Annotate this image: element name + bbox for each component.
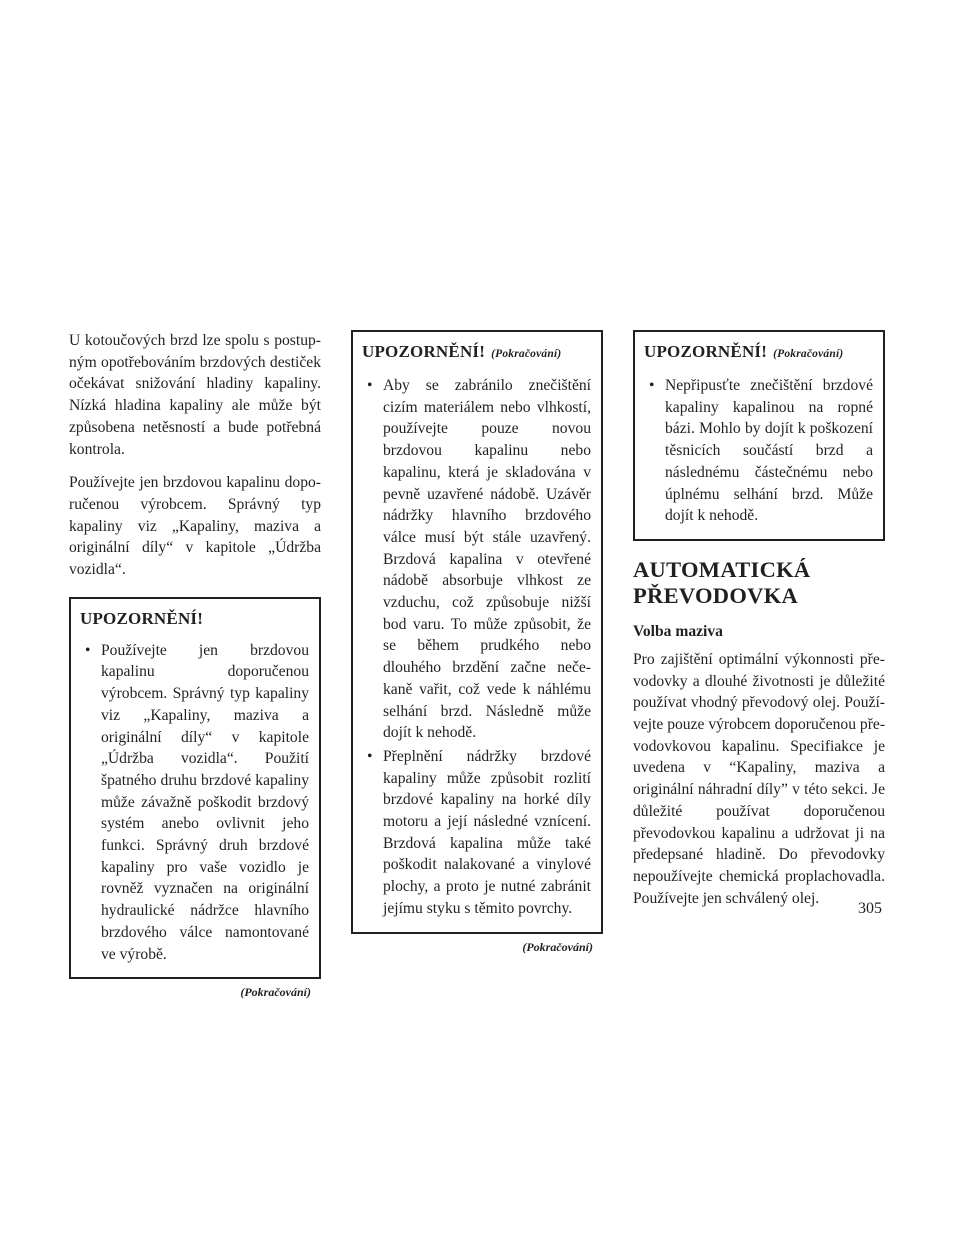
continued-note: (Pokračování): [522, 939, 593, 954]
warning-title-continued: (Pokračování): [491, 348, 562, 360]
warning-title: UPOZORNĚNÍ! (Pokračování): [362, 342, 562, 361]
warning-bullet: • Používejte jen brzdovou kapalinu doporučenou výrobcem. Správný typ kapaliny viz „Kapaliny, maziva a originální díly“ v kapitole „Údržba vozidla“. Použití špatného druhu brzdové kapaliny může závažně poškodit brzdový systém anebo ovlivnit jeho funkci. Správný druh brzdové kapaliny pro vaše vozidlo je rovněž vyznačen na originální hydraulické nádržce hlavního brzdového válce namontované ve výrobě.: [85, 641, 309, 963]
continued-note: (Pokračování): [240, 985, 311, 1000]
column-left: [69, 330, 321, 1000]
bullet-icon: •: [367, 377, 373, 394]
column-right: [633, 330, 885, 921]
warning-title: UPOZORNĚNÍ!: [80, 608, 204, 628]
paragraph: U kotoučových brzd lze spolu s postupným opotřebováním brzdových destiček očekávat snižování hladiny kapaliny. Nízká hladina kapaliny ale může být způsobena netěsností a bude potřebná kontrola.: [69, 332, 321, 458]
warning-box: [633, 330, 885, 541]
warning-bullet: • Přeplnění nádržky brzdové kapaliny může způsobit rozlití brzdové kapaliny na horké díly motoru a její následné vznícení. Brzdová kapalina může také poškodit nalakované a vinylové plochy, a proto je nutné zabránit jejímu styku s těmito povrchy.: [367, 747, 591, 917]
page-number: 305: [858, 900, 882, 917]
warning-bullet: • Aby se zabránilo znečištění cizím materiálem nebo vlhkostí, používejte pouze novou brzdovou kapalinu nebo kapalinu, která je skladována v pevně uzavřené nádobě. Uzávěr nádržky hlavního brzdového válce musí být stále uzavřený. Brzdová kapalina v otevřené nádobě absorbuje vlhkost ze vzduchu, což způsobuje nižší bod varu. To může způsobit, že se během prudkého nebo dlouhého brzdění začne nečekaně vařit, což vede k náhlému selhání brzd. Následně může dojít k nehodě.: [367, 377, 591, 742]
paragraph: Používejte jen brzdovou kapalinu doporučenou výrobcem. Správný typ kapaliny viz „Kapaliny, maziva a originální díly“ v kapitole „Údržba vozidla“.: [69, 474, 321, 579]
subheading: Volba maziva: [633, 622, 723, 640]
paragraph: Pro zajištění optimální výkonnosti převodovky a dlouhé životnosti je důležité používat vhodný převodový olej. Používejte pouze výrobcem doporučenou převodovkovou kapalinu. Specifiakce je uvedena v “Kapaliny, maziva a originální náhradní díly” v této sekci. Je důležité používat doporučenou převodovkou kapalinu a udržovat ji na předepsané hladině. Do převodovky nepoužívejte chemická proplachovadla. Používejte jen schválený olej.: [633, 650, 886, 907]
bullet-icon: •: [367, 747, 373, 765]
warning-bullet: • Nepřipusťte znečištění brzdové kapaliny kapalinou na ropné bázi. Mohlo by dojít k poškození těsnicích součástí brzd a následnému částečnému nebo úplnému selhání brzd. Může dojít k nehodě.: [649, 377, 873, 525]
bullet-icon: •: [85, 641, 91, 659]
warning-title: UPOZORNĚNÍ! (Pokračování): [644, 342, 844, 361]
warning-box: [69, 597, 321, 980]
section-title: AUTOMATICKÁ PŘEVODOVKA: [633, 556, 811, 608]
bullet-icon: •: [649, 377, 655, 394]
warning-box: [351, 330, 603, 934]
warning-title-continued: (Pokračování): [773, 348, 844, 360]
column-middle: [351, 330, 603, 955]
